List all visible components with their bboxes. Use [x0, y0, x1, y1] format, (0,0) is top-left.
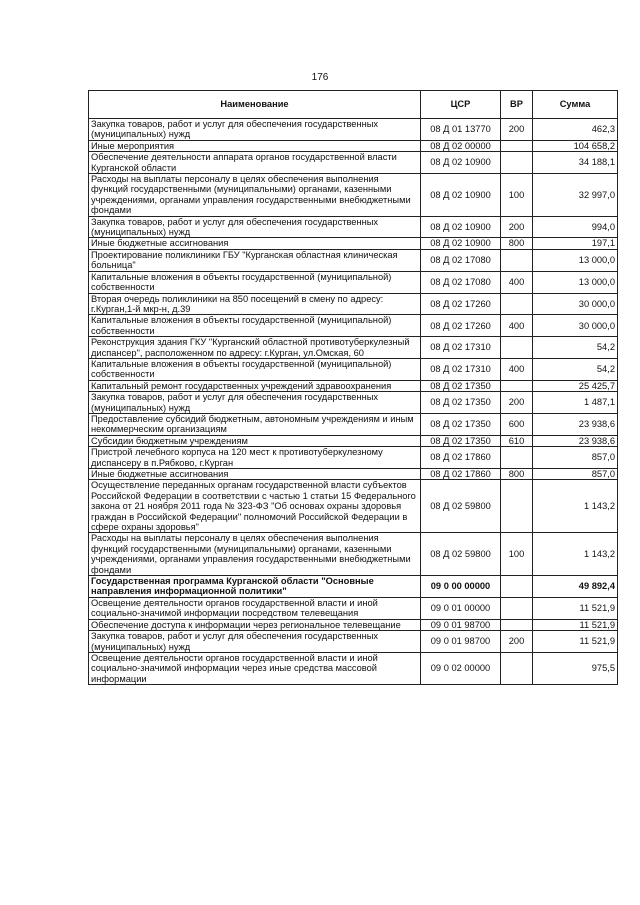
cell-vr: [501, 447, 533, 469]
cell-sum: 49 892,4: [533, 576, 618, 598]
cell-sum: 11 521,9: [533, 597, 618, 619]
cell-csr: 09 0 00 00000: [421, 576, 501, 598]
cell-csr: 08 Д 02 17350: [421, 380, 501, 391]
cell-vr: 610: [501, 435, 533, 446]
cell-name: Реконструкция здания ГКУ "Курганский областной противотуберкулезный диспансер", расположенном по адресу: г.Курган, ул.Омская, 60: [89, 337, 421, 359]
cell-sum: 975,5: [533, 652, 618, 684]
table-row: [89, 619, 618, 630]
table-row: [89, 358, 618, 380]
cell-csr: 08 Д 02 00000: [421, 140, 501, 151]
cell-name: Капитальные вложения в объекты государственной (муниципальной) собственности: [89, 315, 421, 337]
table-row: [89, 271, 618, 293]
cell-csr: 09 0 01 00000: [421, 597, 501, 619]
cell-vr: [501, 619, 533, 630]
table-row: [89, 293, 618, 315]
cell-vr: 600: [501, 413, 533, 435]
cell-csr: 08 Д 01 13770: [421, 119, 501, 141]
cell-csr: 08 Д 02 59800: [421, 480, 501, 533]
table-row: [89, 480, 618, 533]
cell-vr: [501, 480, 533, 533]
table-row: [89, 174, 618, 217]
cell-name: Расходы на выплаты персоналу в целях обеспечения выполнения функций государственными (муниципальными) органами, казенными учреждениями, органами управления государственными внебюджетными фондами: [89, 174, 421, 217]
cell-name: Обеспечение деятельности аппарата органов государственной власти Курганской области: [89, 152, 421, 174]
cell-sum: 1 487,1: [533, 392, 618, 414]
header-sum: Сумма: [533, 91, 618, 119]
cell-sum: 32 997,0: [533, 174, 618, 217]
cell-name: Проектирование поликлиники ГБУ "Курганская областная клиническая больница": [89, 249, 421, 271]
cell-csr: 08 Д 02 59800: [421, 533, 501, 576]
cell-csr: 08 Д 02 17310: [421, 337, 501, 359]
cell-csr: 08 Д 02 17350: [421, 435, 501, 446]
cell-csr: 08 Д 02 10900: [421, 174, 501, 217]
cell-vr: 100: [501, 533, 533, 576]
cell-csr: 08 Д 02 17860: [421, 447, 501, 469]
cell-name: Государственная программа Курганской области "Основные направления информационной политики": [89, 576, 421, 598]
cell-vr: 100: [501, 174, 533, 217]
cell-vr: [501, 293, 533, 315]
cell-sum: 30 000,0: [533, 293, 618, 315]
cell-csr: 08 Д 02 17080: [421, 271, 501, 293]
cell-name: Закупка товаров, работ и услуг для обеспечения государственных (муниципальных) нужд: [89, 216, 421, 238]
cell-name: Расходы на выплаты персоналу в целях обеспечения выполнения функций государственными (муниципальными) органами, казенными учреждениями, органами управления государственными внебюджетными фондами: [89, 533, 421, 576]
table-row: [89, 337, 618, 359]
cell-vr: 400: [501, 358, 533, 380]
table-row: [89, 652, 618, 684]
cell-vr: [501, 380, 533, 391]
table-row: [89, 249, 618, 271]
cell-name: Капитальные вложения в объекты государственной (муниципальной) собственности: [89, 271, 421, 293]
cell-csr: 09 0 01 98700: [421, 619, 501, 630]
table-row: [89, 631, 618, 653]
page-number: 176: [311, 72, 329, 83]
cell-csr: 08 Д 02 10900: [421, 152, 501, 174]
table-row: [89, 152, 618, 174]
cell-sum: 13 000,0: [533, 271, 618, 293]
budget-table: [88, 90, 618, 685]
table-row: [89, 435, 618, 446]
table-row: [89, 533, 618, 576]
cell-name: Капитальный ремонт государственных учреждений здравоохранения: [89, 380, 421, 391]
cell-name: Закупка товаров, работ и услуг для обеспечения государственных (муниципальных) нужд: [89, 119, 421, 141]
table-row: [89, 238, 618, 249]
cell-vr: 200: [501, 631, 533, 653]
cell-name: Вторая очередь поликлиники на 850 посещений в смену по адресу: г.Курган,1-й мкр-н, д.39: [89, 293, 421, 315]
cell-vr: 800: [501, 238, 533, 249]
cell-vr: 800: [501, 469, 533, 480]
cell-vr: 200: [501, 119, 533, 141]
cell-sum: 13 000,0: [533, 249, 618, 271]
cell-sum: 25 425,7: [533, 380, 618, 391]
cell-csr: 08 Д 02 10900: [421, 238, 501, 249]
table-row: [89, 315, 618, 337]
header-vr: ВР: [501, 91, 533, 119]
cell-sum: 30 000,0: [533, 315, 618, 337]
cell-sum: 23 938,6: [533, 413, 618, 435]
cell-vr: [501, 249, 533, 271]
cell-name: Предоставление субсидий бюджетным, автономным учреждениям и иным некоммерческим организациям: [89, 413, 421, 435]
cell-sum: 1 143,2: [533, 480, 618, 533]
cell-csr: 09 0 02 00000: [421, 652, 501, 684]
header-name: Наименование: [89, 91, 421, 119]
cell-name: Освещение деятельности органов государственной власти и иной социально-значимой информации через иные средства массовой информации: [89, 652, 421, 684]
cell-vr: 200: [501, 392, 533, 414]
cell-sum: 23 938,6: [533, 435, 618, 446]
cell-vr: [501, 152, 533, 174]
cell-vr: [501, 652, 533, 684]
cell-vr: 400: [501, 315, 533, 337]
cell-vr: [501, 597, 533, 619]
cell-csr: 08 Д 02 17260: [421, 293, 501, 315]
cell-vr: 400: [501, 271, 533, 293]
cell-csr: 08 Д 02 17310: [421, 358, 501, 380]
cell-sum: 857,0: [533, 469, 618, 480]
cell-name: Закупка товаров, работ и услуг для обеспечения государственных (муниципальных) нужд: [89, 631, 421, 653]
table-row: [89, 380, 618, 391]
cell-sum: 994,0: [533, 216, 618, 238]
header-row: [89, 91, 618, 119]
table-row: [89, 216, 618, 238]
table-row: [89, 447, 618, 469]
table-row: [89, 469, 618, 480]
cell-sum: 104 658,2: [533, 140, 618, 151]
cell-sum: 197,1: [533, 238, 618, 249]
cell-sum: 11 521,9: [533, 631, 618, 653]
cell-name: Осуществление переданных органам государственной власти субъектов Российской Федерации в соответствии с частью 1 статьи 15 Федерального закона от 21 ноября 2011 года № 323-ФЗ "Об основах охраны здоровья граждан в Российской Федерации" полномочий Российской Федерации в сфере охраны здоровья": [89, 480, 421, 533]
cell-csr: 08 Д 02 17860: [421, 469, 501, 480]
cell-name: Капитальные вложения в объекты государственной (муниципальной) собственности: [89, 358, 421, 380]
cell-name: Субсидии бюджетным учреждениям: [89, 435, 421, 446]
table-row: [89, 392, 618, 414]
cell-sum: 34 188,1: [533, 152, 618, 174]
cell-vr: 200: [501, 216, 533, 238]
cell-csr: 09 0 01 98700: [421, 631, 501, 653]
header-csr: ЦСР: [421, 91, 501, 119]
cell-sum: 54,2: [533, 358, 618, 380]
cell-csr: 08 Д 02 17350: [421, 392, 501, 414]
cell-vr: [501, 576, 533, 598]
cell-name: Закупка товаров, работ и услуг для обеспечения государственных (муниципальных) нужд: [89, 392, 421, 414]
cell-csr: 08 Д 02 17260: [421, 315, 501, 337]
cell-sum: 462,3: [533, 119, 618, 141]
cell-csr: 08 Д 02 17080: [421, 249, 501, 271]
cell-csr: 08 Д 02 17350: [421, 413, 501, 435]
cell-name: Пристрой лечебного корпуса на 120 мест к противотуберкулезному диспансеру в п.Рябково, г.Курган: [89, 447, 421, 469]
table-row: [89, 597, 618, 619]
table-body: [89, 119, 618, 685]
table-row: [89, 413, 618, 435]
cell-sum: 54,2: [533, 337, 618, 359]
cell-csr: 08 Д 02 10900: [421, 216, 501, 238]
cell-sum: 857,0: [533, 447, 618, 469]
cell-vr: [501, 337, 533, 359]
table-row: [89, 140, 618, 151]
cell-name: Иные бюджетные ассигнования: [89, 238, 421, 249]
cell-sum: 11 521,9: [533, 619, 618, 630]
table-row: [89, 576, 618, 598]
cell-name: Освещение деятельности органов государственной власти и иной социально-значимой информации посредством телевещания: [89, 597, 421, 619]
cell-name: Обеспечение доступа к информации через региональное телевещание: [89, 619, 421, 630]
cell-name: Иные бюджетные ассигнования: [89, 469, 421, 480]
cell-vr: [501, 140, 533, 151]
cell-sum: 1 143,2: [533, 533, 618, 576]
table-row: [89, 119, 618, 141]
cell-name: Иные мероприятия: [89, 140, 421, 151]
